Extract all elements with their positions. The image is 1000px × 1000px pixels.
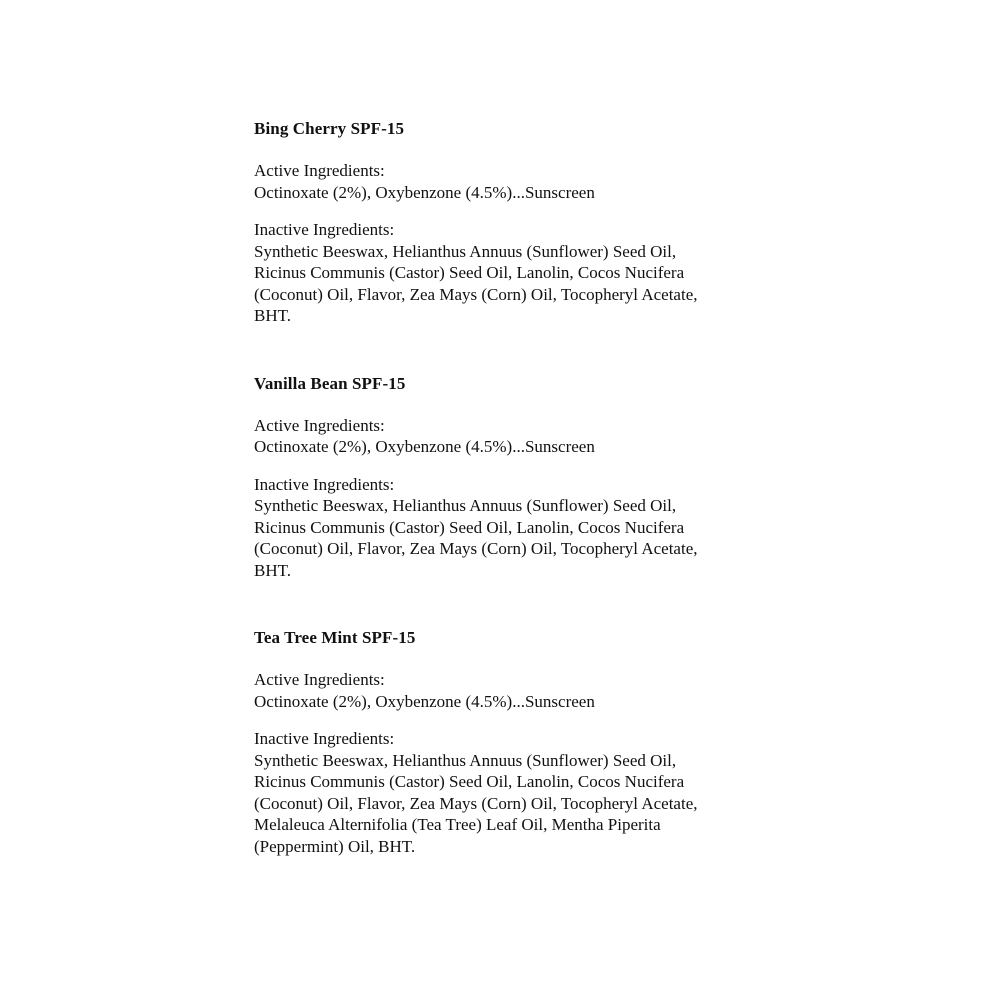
inactive-ingredients-text: Synthetic Beeswax, Helianthus Annuus (Sunflower) Seed Oil, Ricinus Communis (Castor) Seed Oil, Lanolin, Cocos Nucifera (Coconut) Oil, Flavor, Zea Mays (Corn) Oil, Tocopheryl Acetate, Melaleuca Alternifolia (Tea Tree) Leaf Oil, Mentha Piperita (Peppermint) Oil, BHT. <box>254 750 698 856</box>
active-ingredients-text: Octinoxate (2%), Oxybenzone (4.5%)...Sunscreen <box>254 182 595 202</box>
product-entry <box>254 118 754 327</box>
active-ingredients-text: Octinoxate (2%), Oxybenzone (4.5%)...Sunscreen <box>254 437 595 456</box>
inactive-ingredients-text: Synthetic Beeswax, Helianthus Annuus (Sunflower) Seed Oil, Ricinus Communis (Castor) Seed Oil, Lanolin, Cocos Nucifera (Coconut) Oil, Flavor, Zea Mays (Corn) Oil, Tocopheryl Acetate, BHT. <box>254 241 698 325</box>
product-entry <box>254 373 754 582</box>
inactive-ingredients-group <box>254 728 754 857</box>
product-entry <box>254 627 754 857</box>
inactive-ingredients-text: Synthetic Beeswax, Helianthus Annuus (Sunflower) Seed Oil, Ricinus Communis (Castor) Seed Oil, Lanolin, Cocos Nucifera (Coconut) Oil, Flavor, Zea Mays (Corn) Oil, Tocopheryl Acetate, BHT. <box>254 496 698 580</box>
product-title: Bing Cherry SPF-15 <box>254 119 405 138</box>
inactive-ingredients-label: Inactive Ingredients: <box>254 474 395 494</box>
inactive-ingredients-label: Inactive Ingredients: <box>254 220 395 239</box>
inactive-ingredients-group <box>254 219 754 327</box>
active-ingredients-group <box>254 669 754 712</box>
product-title: Vanilla Bean SPF-15 <box>254 373 406 393</box>
active-ingredients-label: Active Ingredients: <box>254 161 385 180</box>
active-ingredients-text: Octinoxate (2%), Oxybenzone (4.5%)...Sunscreen <box>254 691 595 711</box>
active-ingredients-label: Active Ingredients: <box>254 415 385 435</box>
product-title: Tea Tree Mint SPF-15 <box>254 628 416 647</box>
inactive-ingredients-group <box>254 474 754 582</box>
active-ingredients-group <box>254 415 754 458</box>
active-ingredients-group <box>254 160 754 203</box>
active-ingredients-label: Active Ingredients: <box>254 670 385 689</box>
inactive-ingredients-label: Inactive Ingredients: <box>254 729 395 748</box>
